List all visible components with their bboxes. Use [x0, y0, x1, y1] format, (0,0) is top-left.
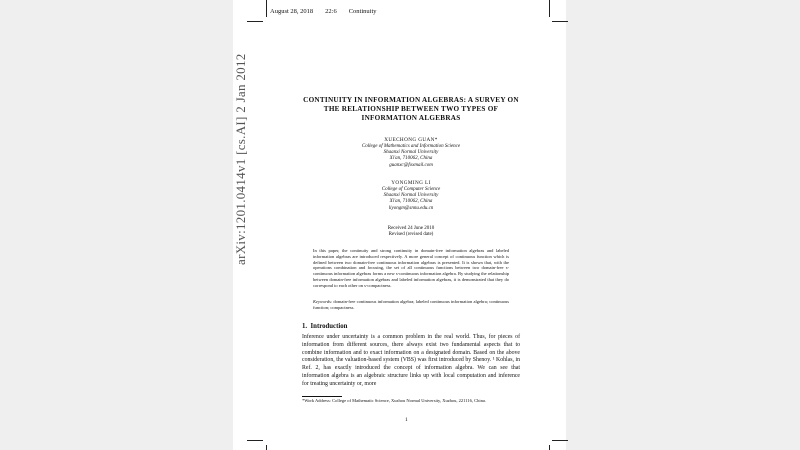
title-line: INFORMATION ALGEBRAS [361, 114, 461, 122]
section-heading [302, 323, 347, 330]
header-running-title: Continuity [348, 8, 377, 15]
crop-mark-top-right-h [552, 21, 568, 22]
abstract: In this paper, the continuity and strong continuity in domain-free information algebras and labeled information algebras are introduced respectively. A more general concept of continuous function which is defined between two domain-free continuous information algebras is presented. It is shown that, with the operations combination and focusing, the set of all continuous functions between two domain-free s-continuous information algebras forms a new s-continuous information algebra. By studying the relationship between domain-free information algebras and labeled information algebras, it is demonstrated that they do correspond to each other on s-compactness. [313, 248, 509, 288]
author-name: XUECHONG GUAN* [384, 137, 438, 143]
crop-mark-bottom-right-v [549, 445, 550, 450]
author-2 [300, 180, 522, 212]
author-affiliation: Xi'an, 710062, China [389, 156, 433, 162]
running-header [270, 8, 389, 15]
author-email: guanxc@foxmail.com [389, 162, 433, 168]
crop-mark-top-right-v [549, 0, 550, 17]
title-line: CONTINUITY IN INFORMATION ALGEBRAS: A SURVEY ON [303, 96, 519, 104]
author-affiliation: College of Mathematics and Information Science [361, 144, 461, 149]
header-time: 22:6 [325, 8, 337, 15]
author-1 [300, 137, 522, 169]
footnote-rule [302, 396, 342, 397]
header-date: August 28, 2018 [270, 8, 314, 15]
paper-title [300, 96, 522, 123]
title-line: THE RELATIONSHIP BETWEEN TWO TYPES OF [323, 105, 499, 113]
crop-mark-bottom-right-h [552, 440, 568, 441]
section-title: Introduction [310, 323, 348, 330]
page-number: 1 [405, 417, 408, 423]
author-email: liyongm@snnu.edu.cn [388, 205, 434, 211]
author-affiliation: College of Computer Science [381, 187, 441, 192]
crop-mark-top-left-h [247, 21, 263, 22]
author-affiliation: Xi'an, 710062, China [389, 199, 433, 205]
keywords-text: : domain-free continuous information algebra; labeled continuous information algebra; continuous function; compactness. [313, 299, 509, 310]
crop-mark-bottom-left-v [266, 445, 267, 450]
author-name: YONGMING LI [391, 180, 431, 186]
crop-mark-top-left-v [266, 0, 267, 17]
arxiv-stamp: arXiv:1201.0414v1 [cs.AI] 2 Jan 2012 [233, 53, 248, 265]
introduction-paragraph: Inference under uncertainty is a common problem in the real world. Thus, for pieces of information from different sources, there always exist two fundamental aspects that to combine information and to exact information on a designated domain. Based on the above consideration, the valuation-based system (VBS) was first introduced by Shenoy. ¹ Kohlas, in Ref. 2, has exactly introduced the concept of information algebra. We can see that information algebra is an algebraic structure links up with local computation and inference for treating uncertainty or, more [302, 334, 520, 387]
author-affiliation: Shaanxi Normal University [383, 150, 439, 156]
crop-mark-bottom-left-h [247, 440, 263, 441]
received-date: Received 24 June 2010 [387, 226, 435, 231]
revised-date: Revised (revised date) [388, 232, 434, 237]
keywords-label: Keywords [313, 299, 331, 304]
footnote: *Work Address: College of Mathematic Science, Xuzhou Normal University, Xuzhou, 221116, China. [302, 398, 486, 403]
keywords [313, 299, 509, 311]
author-affiliation: Shaanxi Normal University [383, 193, 439, 199]
section-number: 1. [302, 323, 308, 330]
submission-dates [300, 226, 522, 238]
